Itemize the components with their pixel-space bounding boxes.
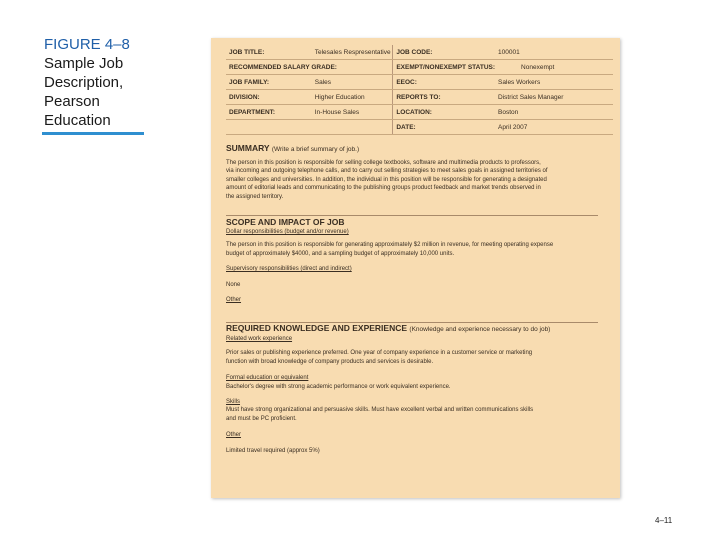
header-right-value: Boston <box>495 105 613 120</box>
caption-underline <box>42 132 144 135</box>
knowledge-section <box>226 323 598 455</box>
knowledge-other-value: Limited travel required (approx 5%) <box>226 447 320 454</box>
knowledge-other-label: Other <box>226 432 242 439</box>
header-right-label: REPORTS TO: <box>393 90 495 105</box>
summary-section <box>226 143 598 201</box>
skills-line: Must have strong organizational and persuasive skills. Must have excellent verbal and written communications skills <box>226 407 534 414</box>
education-value: Bachelor's degree with strong academic performance or work equivalent experience. <box>226 383 451 390</box>
dollar-line: budget of approximately $4000, and a sampling budget of approximately 10,000 units. <box>226 250 455 257</box>
related-line: function with broad knowledge of company products and services is desirable. <box>226 358 434 365</box>
header-left-value: Higher Education <box>312 90 393 105</box>
dollar-responsibilities-label: Dollar responsibilities (budget and/or revenue) <box>226 229 349 235</box>
knowledge-note: (Knowledge and experience necessary to do job) <box>409 326 551 333</box>
knowledge-heading <box>226 323 598 335</box>
header-left-value <box>312 120 393 135</box>
summary-line: smaller colleges and universities. In addition, the individual in this position will be responsible for generating a designated <box>226 176 547 183</box>
summary-title: SUMMARY <box>226 143 270 153</box>
header-row <box>226 90 613 105</box>
knowledge-title: REQUIRED KNOWLEDGE AND EXPERIENCE <box>226 323 408 333</box>
supervisory-label: Supervisory responsibilities (direct and indirect) <box>226 266 352 273</box>
figure-number: FIGURE 4–8 <box>44 36 130 53</box>
header-right-label: EEOC: <box>393 75 495 90</box>
header-right-value: 100001 <box>495 45 613 60</box>
figure-title-line-4: Education <box>44 112 111 129</box>
header-right-label: DATE: <box>393 120 495 135</box>
job-description-document <box>211 38 620 498</box>
skills-label: Skills <box>226 399 241 406</box>
skills-line: and must be PC proficient. <box>226 415 297 422</box>
figure-title-line-2: Description, <box>44 74 124 91</box>
summary-line: amount of editorial leads and communicating to the publishing groups product feedback and market trends observed in <box>226 185 541 192</box>
header-row <box>226 105 613 120</box>
figure-caption <box>44 35 154 130</box>
header-right-label: LOCATION: <box>393 105 495 120</box>
header-left-label: RECOMMENDED SALARY GRADE: <box>226 60 393 75</box>
summary-heading <box>226 143 598 155</box>
summary-note: (Write a brief summary of job.) <box>271 146 360 153</box>
header-row <box>226 120 613 135</box>
related-line: Prior sales or publishing experience preferred. One year of company experience in a customer service or marketing <box>226 350 533 357</box>
summary-line: via incoming and outgoing telephone calls, and to carry out selling strategies to meet sales goals in assigned territories of <box>226 168 548 175</box>
scope-title: SCOPE AND IMPACT OF JOB <box>226 217 345 227</box>
header-right-value: District Sales Manager <box>495 90 613 105</box>
header-left-value: Sales <box>312 75 393 90</box>
header-left-label <box>226 120 312 135</box>
page-number: 4–11 <box>655 516 673 525</box>
header-left-label: JOB TITLE: <box>226 45 312 60</box>
education-label: Formal education or equivalent <box>226 375 309 382</box>
header-row <box>226 60 613 75</box>
header-left-label: DIVISION: <box>226 90 312 105</box>
header-left-value: Telesales Respresentative <box>312 45 393 60</box>
header-left-label: JOB FAMILY: <box>226 75 312 90</box>
job-header-table <box>226 45 613 135</box>
header-row <box>226 75 613 90</box>
dollar-line: The person in this position is responsible for generating approximately $2 million in revenue, for meeting operating expense <box>226 242 554 249</box>
scope-other-label: Other <box>226 297 242 304</box>
header-left-value: In-House Sales <box>312 105 393 120</box>
header-right-label: JOB CODE: <box>393 45 495 60</box>
summary-line: the assigned territory. <box>226 193 284 200</box>
related-experience-label: Related work experience <box>226 336 293 342</box>
section-divider <box>226 215 598 216</box>
header-left-label: DEPARTMENT: <box>226 105 312 120</box>
supervisory-value: None <box>226 281 241 288</box>
summary-line: The person in this position is responsible for selling college textbooks, software and multimedia products to professors, <box>226 160 541 166</box>
figure-title-line-3: Pearson <box>44 93 100 110</box>
header-right-value: April 2007 <box>495 120 613 135</box>
figure-title-line-1: Sample Job <box>44 55 124 72</box>
header-right-value: Nonexempt <box>495 60 613 75</box>
header-right-value: Sales Workers <box>495 75 613 90</box>
scope-section <box>226 217 598 304</box>
header-right-label: EXEMPT/NONEXEMPT STATUS: <box>393 60 495 75</box>
header-row <box>226 45 613 60</box>
